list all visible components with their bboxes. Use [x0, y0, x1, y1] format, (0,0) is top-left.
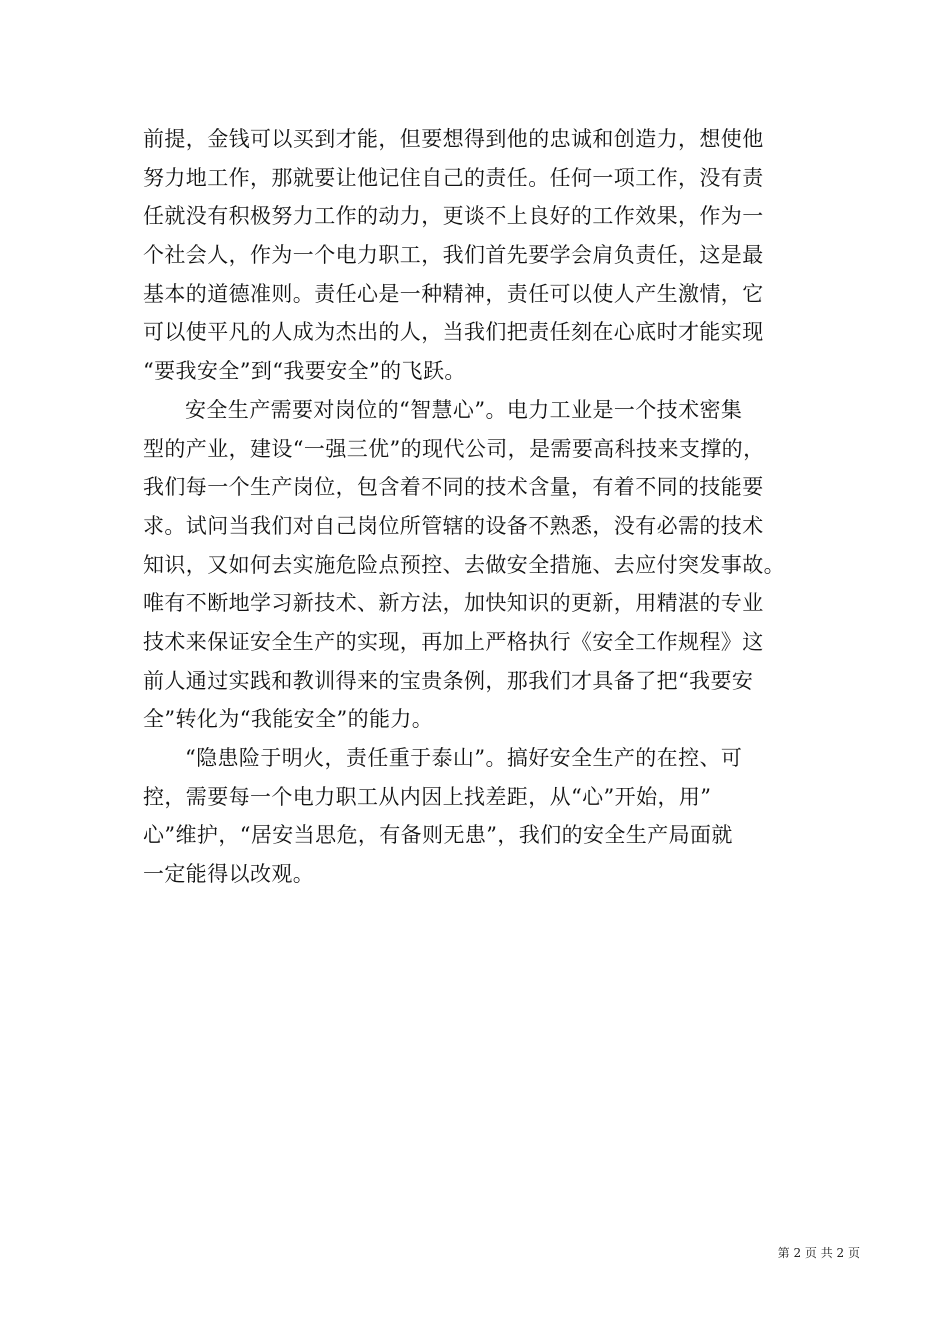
- text-line: 知识，又如何去实施危险点预控、去做安全措施、去应付突发事故。: [143, 552, 785, 577]
- text-line: 任就没有积极努力工作的动力，更谈不上良好的工作效果，作为一: [143, 204, 764, 229]
- text-line: 全”转化为“我能安全”的能力。: [143, 707, 434, 732]
- text-line: 唯有不断地学习新技术、新方法，加快知识的更新，用精湛的专业: [143, 591, 764, 616]
- text-line: 个社会人，作为一个电力职工，我们首先要学会肩负责任，这是最: [143, 243, 764, 268]
- text-line: “要我安全”到“我要安全”的飞跃。: [143, 359, 466, 384]
- text-line: 前人通过实践和教训得来的宝贵条例，那我们才具备了把“我要安: [143, 668, 754, 693]
- text-line: 基本的道德准则。责任心是一种精神，责任可以使人产生激情，它: [143, 281, 764, 306]
- paragraph-start-line: “隐患险于明火，责任重于泰山”。搞好安全生产的在控、可: [185, 746, 743, 770]
- text-line: 求。试问当我们对自己岗位所管辖的设备不熟悉，没有必需的技术: [143, 513, 764, 538]
- text-line: 努力地工作，那就要让他记住自己的责任。任何一项工作，没有责: [143, 165, 764, 190]
- page-number-footer: 第 2 页 共 2 页: [777, 1246, 860, 1260]
- text-line: 可以使平凡的人成为杰出的人，当我们把责任刻在心底时才能实现: [143, 320, 764, 345]
- text-line: 技术来保证安全生产的实现，再加上严格执行《安全工作规程》这: [143, 629, 764, 654]
- paragraph-start-line: 安全生产需要对岗位的“智慧心”。电力工业是一个技术密集: [185, 397, 743, 422]
- text-line: 一定能得以改观。: [143, 862, 315, 887]
- text-line: 心”维护，“居安当思危，有备则无患”，我们的安全生产局面就: [143, 823, 733, 848]
- text-line: 我们每一个生产岗位，包含着不同的技术含量，有着不同的技能要: [143, 475, 764, 500]
- text-line: 前提，金钱可以买到才能，但要想得到他的忠诚和创造力，想使他: [143, 127, 764, 151]
- text-line: 型的产业，建设“一强三优”的现代公司，是需要高科技来支撑的，: [143, 436, 765, 461]
- body-text: [143, 120, 809, 894]
- text-line: 控，需要每一个电力职工从内因上找差距，从“心”开始，用”: [143, 784, 712, 809]
